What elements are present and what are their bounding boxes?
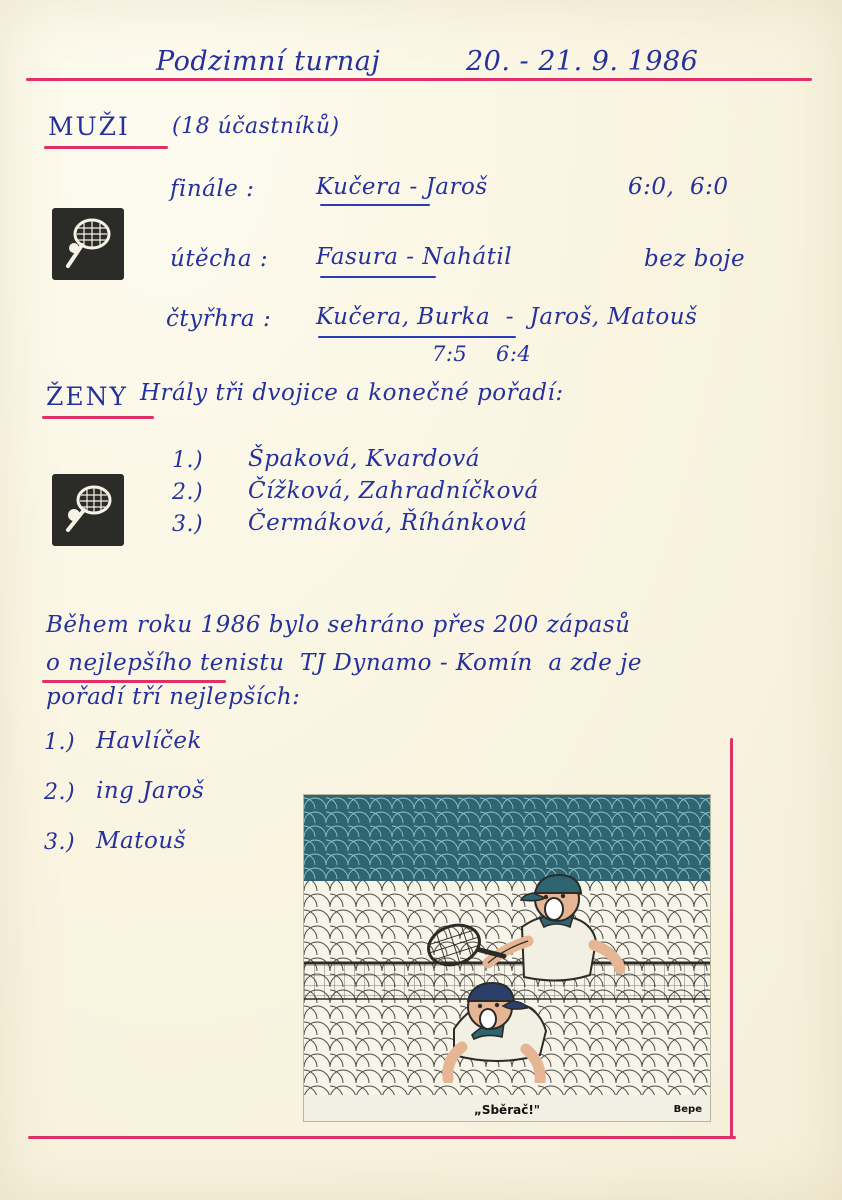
men-row-0-value: Kučera - Jaroš — [316, 174, 488, 200]
men-row-1-score: bez boje — [644, 246, 746, 272]
women-intro-text: Hrály tři dvojice a konečné pořadí: — [140, 380, 564, 406]
women-place-0-names: Špaková, Kvardová — [248, 446, 480, 472]
men-participants-count: (18 účastníků) — [172, 114, 340, 139]
men-row-1-value: Fasura - Nahátil — [316, 244, 513, 270]
section-heading-women: ŽENY — [46, 382, 128, 411]
ranking-1-name: ing Jaroš — [96, 778, 205, 804]
cartoon-signature: Bepe — [673, 1104, 702, 1115]
top-divider-rule — [26, 78, 812, 81]
cartoon-caption: „Sběrač!" — [473, 1103, 541, 1117]
women-place-0-num: 1.) — [172, 448, 204, 473]
men-row-2-value: Kučera, Burka - Jaroš, Matouš — [316, 304, 698, 330]
summary-underline — [42, 680, 226, 683]
men-row-1-winner-underline — [320, 276, 436, 278]
right-vertical-rule — [730, 738, 733, 1138]
ranking-0-name: Havlíček — [96, 728, 202, 754]
men-row-2-winner-underline — [318, 336, 516, 338]
bottom-divider-rule — [28, 1136, 736, 1139]
cartoon-illustration — [303, 794, 711, 1122]
tennis-racket-icon — [52, 474, 124, 546]
men-row-2-label: čtyřhra : — [166, 306, 272, 332]
women-place-1-names: Čížková, Zahradníčková — [248, 478, 539, 504]
summary-line-0: Během roku 1986 bylo sehráno přes 200 zápasů — [46, 612, 631, 638]
ranking-1-num: 2.) — [44, 780, 76, 805]
women-place-1-num: 2.) — [172, 480, 204, 505]
ranking-2-num: 3.) — [44, 830, 76, 855]
women-place-2-names: Čermáková, Říhánková — [248, 510, 528, 536]
page-title: Podzimní turnaj — [156, 46, 381, 77]
men-row-2-score: 7:5 6:4 — [432, 342, 532, 366]
section-heading-men: MUŽI — [48, 112, 130, 141]
men-row-0-score: 6:0, 6:0 — [628, 174, 729, 200]
stamp-men — [52, 208, 124, 280]
summary-line-2: pořadí tří nejlepších: — [46, 684, 301, 710]
women-place-2-num: 3.) — [172, 512, 204, 537]
women-heading-underline — [42, 416, 154, 419]
page-title-date: 20. - 21. 9. 1986 — [466, 46, 699, 77]
men-row-1-label: útěcha : — [170, 246, 269, 272]
stamp-women — [52, 474, 124, 546]
tennis-racket-icon — [52, 208, 124, 280]
men-row-0-label: finále : — [170, 176, 255, 202]
ranking-2-name: Matouš — [96, 828, 186, 854]
men-heading-underline — [44, 146, 168, 149]
ranking-0-num: 1.) — [44, 730, 76, 755]
summary-line-1: o nejlepšího tenistu TJ Dynamo - Komín a zde je — [46, 650, 642, 676]
men-row-0-winner-underline — [320, 204, 430, 206]
tennis-cartoon-artwork — [304, 795, 710, 1121]
